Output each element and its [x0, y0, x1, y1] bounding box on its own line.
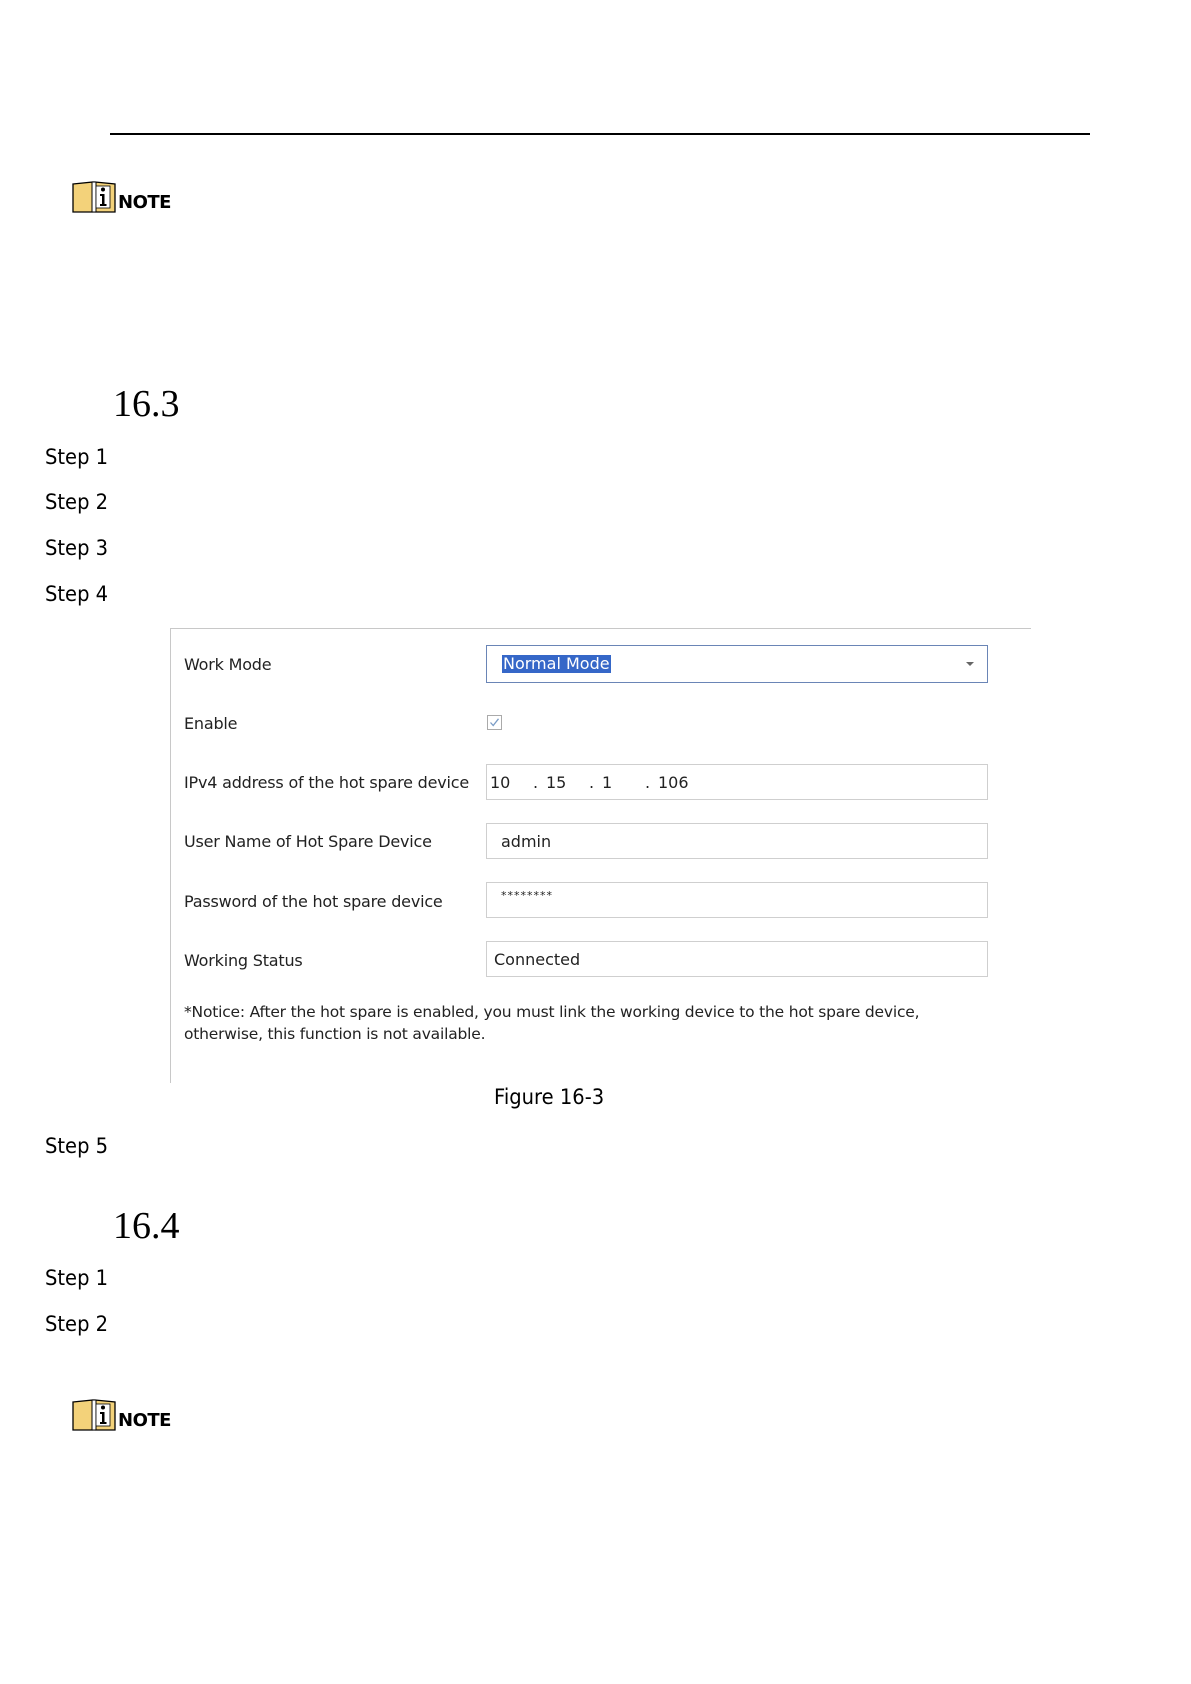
ipv4-octet-3[interactable]: 1	[602, 773, 613, 792]
enable-label: Enable	[184, 714, 238, 733]
user-name-label: User Name of Hot Spare Device	[184, 832, 432, 851]
section-number-16-3: 16.3	[113, 383, 180, 425]
ipv4-octet-2[interactable]: 15	[546, 773, 567, 792]
note-label: NOTE	[118, 1410, 171, 1431]
working-status-field	[486, 941, 988, 977]
step-label: Step 2	[45, 1312, 109, 1336]
step-label: Step 5	[45, 1134, 109, 1158]
section-number-16-4: 16.4	[113, 1205, 180, 1247]
working-status-value: Connected	[494, 950, 581, 969]
chevron-down-icon[interactable]	[966, 662, 974, 666]
user-name-field[interactable]	[486, 823, 988, 859]
work-mode-select[interactable]	[486, 645, 988, 683]
checkmark-icon	[489, 717, 500, 728]
password-mask: ********	[501, 889, 553, 902]
ipv4-octet-4[interactable]: 106	[658, 773, 689, 792]
ipv4-address-field[interactable]	[486, 764, 988, 800]
notice-line: otherwise, this function is not available.	[184, 1025, 486, 1043]
step-label: Step 3	[45, 536, 109, 560]
hot-spare-notice	[184, 1001, 964, 1045]
info-book-icon	[72, 1398, 116, 1432]
ipv4-separator: .	[533, 773, 539, 792]
figure-caption: Figure 16-3	[494, 1085, 605, 1109]
step-label: Step 1	[45, 445, 109, 469]
user-name-value: admin	[501, 832, 552, 851]
info-book-icon	[72, 180, 116, 214]
hot-spare-settings-figure	[170, 628, 1031, 1083]
header-rule	[110, 133, 1090, 135]
note-block-2	[72, 1398, 171, 1432]
work-mode-selected-value: Normal Mode	[503, 654, 610, 673]
enable-checkbox[interactable]	[487, 715, 502, 730]
step-label: Step 4	[45, 582, 109, 606]
work-mode-label: Work Mode	[184, 655, 272, 674]
ipv4-address-label: IPv4 address of the hot spare device	[184, 773, 469, 792]
working-status-label: Working Status	[184, 951, 303, 970]
password-field[interactable]	[486, 882, 988, 918]
password-label: Password of the hot spare device	[184, 892, 443, 911]
notice-line: *Notice: After the hot spare is enabled, you must link the working device to the hot spare device,	[184, 1003, 920, 1021]
ipv4-octet-1[interactable]: 10	[490, 773, 511, 792]
step-label: Step 1	[45, 1266, 109, 1290]
note-label: NOTE	[118, 192, 171, 213]
ipv4-separator: .	[589, 773, 595, 792]
ipv4-separator: .	[645, 773, 651, 792]
note-block-1	[72, 180, 171, 214]
step-label: Step 2	[45, 490, 109, 514]
